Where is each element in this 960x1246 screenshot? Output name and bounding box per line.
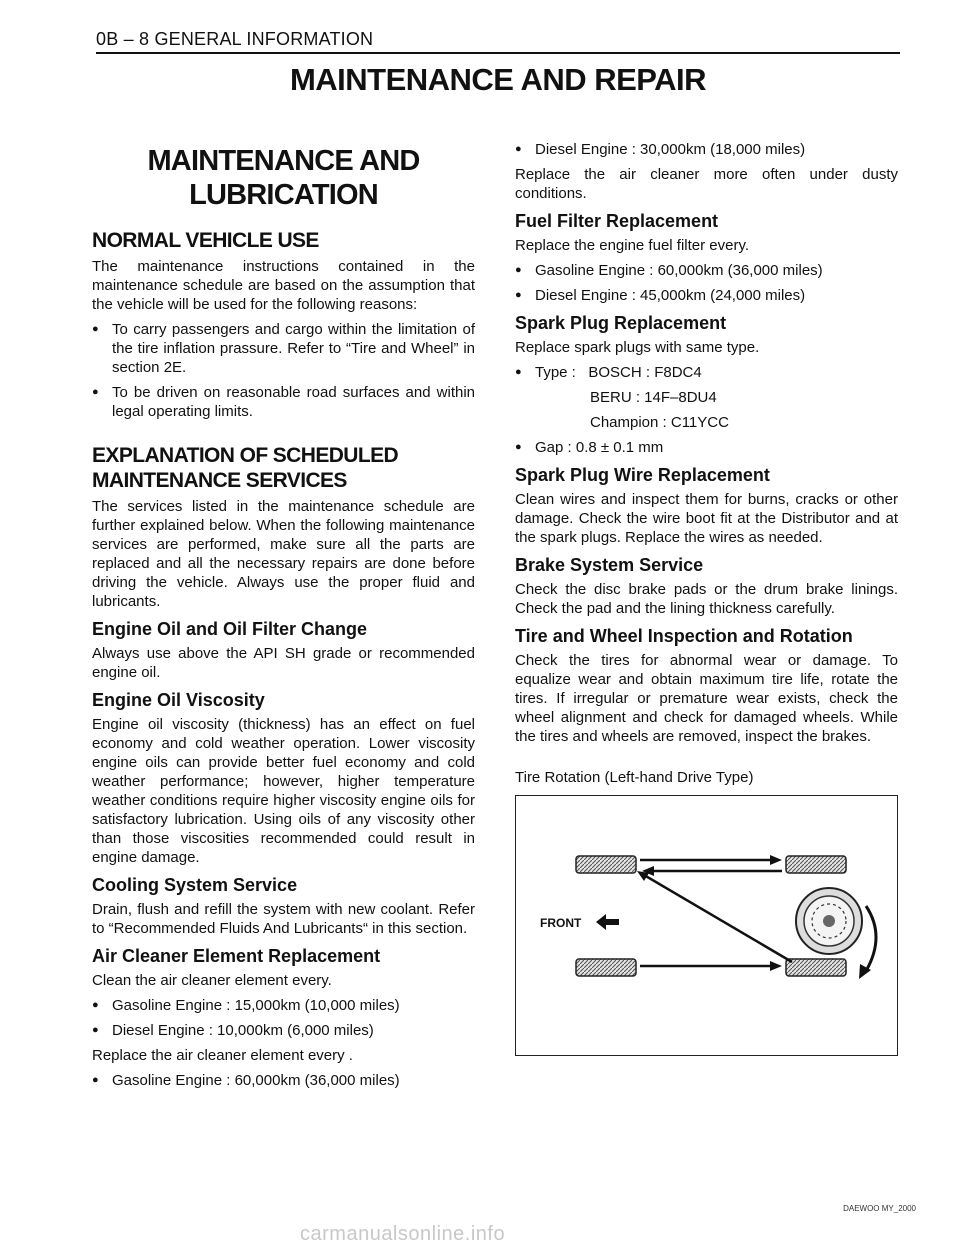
arrow-diagonal [644,875,792,962]
front-arrow-icon [596,914,619,930]
cooling-text: Drain, flush and refill the system with new coolant. Refer to “Recommended Fluids And Lubricants“ in this section. [92,901,475,937]
section-title: MAINTENANCE AND LUBRICATION [147,145,420,211]
footer-brand: DAEWOO MY_2000 [843,1204,916,1213]
page-header: 0B – 8 GENERAL INFORMATION [96,29,374,49]
list-item: ● Diesel Engine : 10,000km (6,000 miles) [92,1021,475,1040]
oil-change-text: Always use above the API SH grade or recommended engine oil. [92,645,475,681]
tire-heading: Tire and Wheel Inspection and Rotation [515,626,853,646]
left-column [92,140,475,1096]
page-title: MAINTENANCE AND REPAIR [289,62,707,97]
tire-text: Check the tires for abnormal wear or damage. To equalize wear and obtain maximum tire life, rotate the tires. If irregular or premature wear exists, check the wheel alignment and check for damaged wheels. While the tires and wheels are removed, inspect the brakes. [515,652,898,745]
normal-use-intro: The maintenance instructions contained in the maintenance schedule are based on the assumption that the vehicle will be used for the following reasons: [92,258,475,313]
explanation-text: The services listed in the maintenance schedule are further explained below. When the following maintenance services are performed, make sure all the parts are replaced and all the necessary repairs are done before driving the vehicle. Always use the proper fluid and lubricants. [92,498,475,610]
air-cleaner-dusty-text: Replace the air cleaner more often under dusty conditions. [515,166,898,202]
oil-change-heading: Engine Oil and Oil Filter Change [92,619,368,639]
viscosity-heading: Engine Oil Viscosity [92,690,265,710]
spark-plug-heading: Spark Plug Replacement [515,313,727,333]
spark-plug-text: Replace spark plugs with same type. [515,339,760,356]
spark-plug-type-champion: Champion : C11YCC [590,414,729,431]
list-item: ● Diesel Engine : 30,000km (18,000 miles) [515,140,898,159]
list-item: ● Diesel Engine : 45,000km (24,000 miles) [515,286,898,305]
watermark: carmanualsonline.info [300,1223,506,1245]
brake-text: Check the disc brake pads or the drum brake linings. Check the pad and the lining thickness carefully. [515,581,898,617]
list-item: ● Gasoline Engine : 60,000km (36,000 miles) [515,261,898,280]
spark-plug-type: ● Type : BOSCH : F8DC4 [515,363,898,382]
fuel-filter-heading: Fuel Filter Replacement [515,211,719,231]
list-item: ● To carry passengers and cargo within the limitation of the tire inflation prassure. Refer to “Tire and Wheel” in section 2E. [92,320,475,377]
wire-heading: Spark Plug Wire Replacement [515,465,770,485]
arrow-head-rear-icon [770,961,782,971]
spark-plug-gap: ● Gap : 0.8 ± 0.1 mm [515,438,898,457]
air-cleaner-text: Clean the air cleaner element every. [92,972,332,989]
tire-rear-right [786,959,846,976]
tire-rotation-figure [515,795,898,1056]
tire-front-left [576,856,636,873]
tire-front-right [786,856,846,873]
tire-rear-left [576,959,636,976]
arrow-head-right-icon [770,855,782,865]
front-label: FRONT [540,916,582,930]
brake-heading: Brake System Service [515,555,704,575]
spare-curve-arrow [866,906,876,971]
tire-rotation-diagram [516,796,897,1055]
wire-text: Clean wires and inspect them for burns, cracks or other damage. Check the wire boot fit at the Distributor and at the spark plugs. Replace the wires as needed. [515,491,898,546]
fuel-filter-text: Replace the engine fuel filter every. [515,237,750,254]
list-item: ● Gasoline Engine : 60,000km (36,000 miles) [92,1071,475,1090]
explanation-heading: EXPLANATION OF SCHEDULED MAINTENANCE SERVICES [92,444,399,492]
air-cleaner-heading: Air Cleaner Element Replacement [92,946,381,966]
right-column [515,140,898,793]
normal-use-heading: NORMAL VEHICLE USE [92,229,319,252]
spark-plug-type-beru: BERU : 14F–8DU4 [590,389,717,406]
cooling-heading: Cooling System Service [92,875,298,895]
spare-wheel-hub [823,915,835,927]
list-item: ● To be driven on reasonable road surfaces and within legal operating limits. [92,383,475,421]
header-divider [96,52,900,54]
figure-caption: Tire Rotation (Left-hand Drive Type) [515,769,754,786]
air-cleaner-replace-text: Replace the air cleaner element every . [92,1047,353,1064]
viscosity-text: Engine oil viscosity (thickness) has an effect on fuel economy and cold weather operation. Lower viscosity engine oils can provide better fuel economy and cold weather performance; however, higher temperature weather conditions require higher viscosity engine oils for satisfactory lubrication. Using oils of any viscosity other than those viscosities recommended could result in engine damage. [92,716,475,866]
list-item: ● Gasoline Engine : 15,000km (10,000 miles) [92,996,475,1015]
